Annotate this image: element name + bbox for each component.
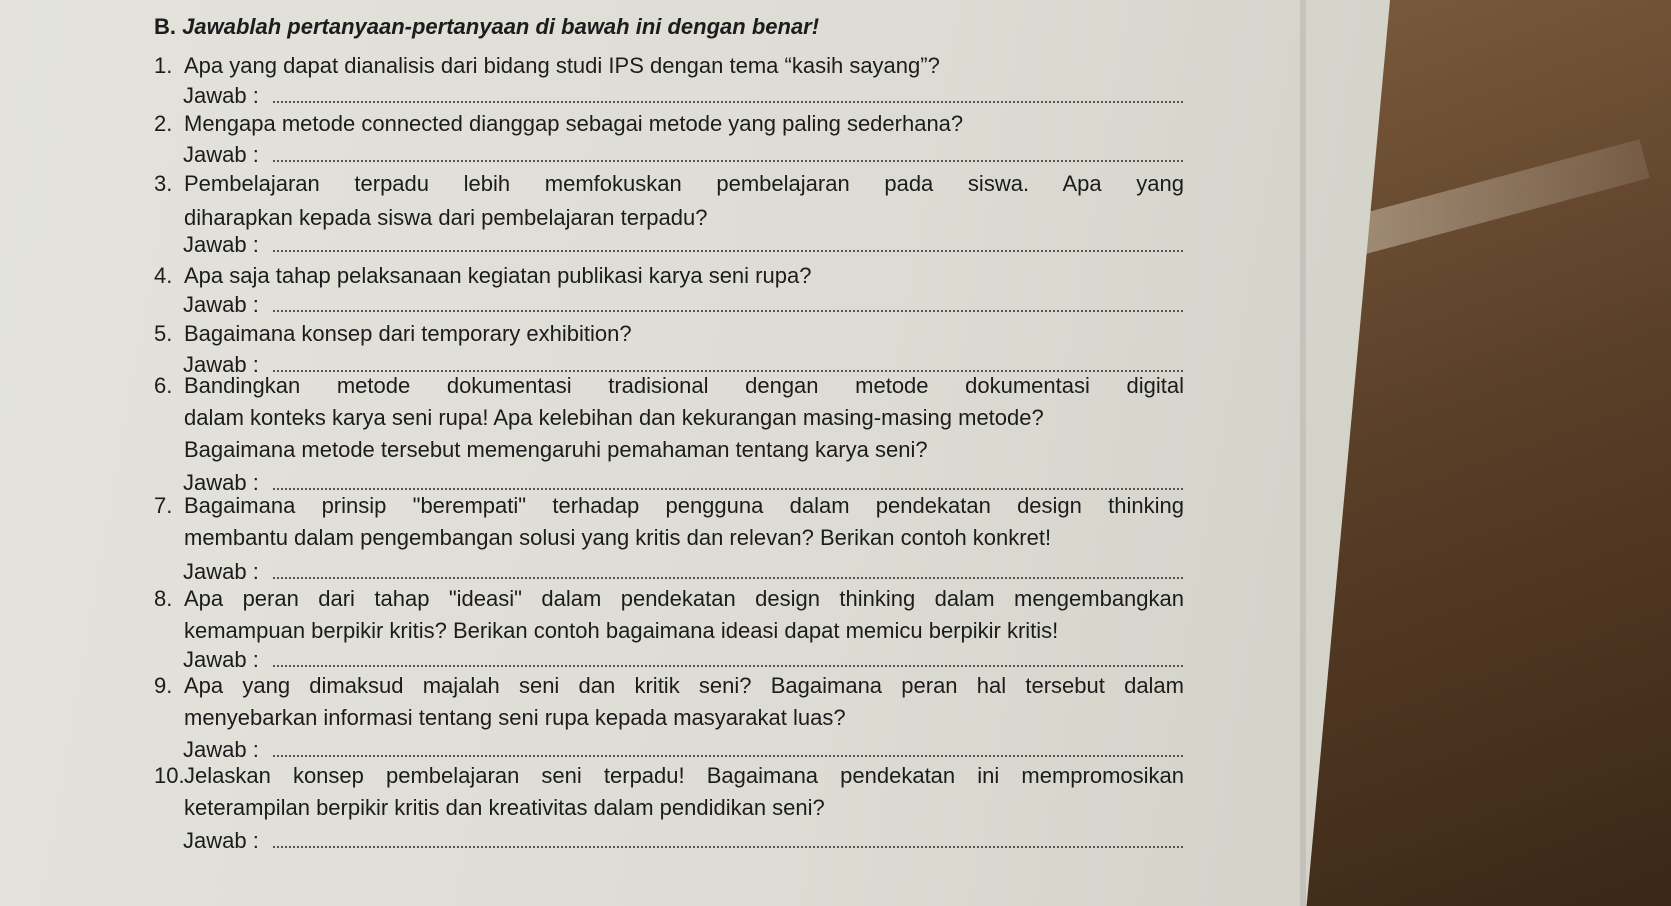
question-number: 10. [154,763,185,788]
question-line: Bagaimana metode tersebut memengaruhi pemahaman tentang karya seni? [184,437,928,462]
question-number: 1. [154,53,173,78]
answer-label: Jawab : [183,292,259,317]
question-text: Apa yang dimaksud majalah seni dan kritik seni? Bagaimana peran hal tersebut dalam [184,673,1184,698]
answer-dots [273,735,1183,757]
answer-label: Jawab : [183,647,259,672]
answer-label: Jawab : [183,83,259,108]
section-letter: B. [154,14,176,39]
question-line: membantu dalam pengembangan solusi yang kritis dan relevan? Berikan contoh konkret! [184,525,1052,550]
question-line: dalam konteks karya seni rupa! Apa kelebihan dan kekurangan masing-masing metode? [184,405,1044,430]
question-text: Bagaimana prinsip "berempati" terhadap pengguna dalam pendekatan design thinking [184,493,1184,518]
question-line: keterampilan berpikir kritis dan kreativitas dalam pendidikan seni? [184,795,825,820]
question-text: Mengapa metode connected dianggap sebagai metode yang paling sederhana? [184,111,964,136]
question-number: 7. [154,493,173,518]
question-2 [154,108,1184,140]
question-line [154,583,1184,615]
answer-label: Jawab : [183,232,259,257]
question-line [154,490,1184,522]
question-number: 9. [154,673,173,698]
answer-dots [273,230,1183,252]
question-text: Bagaimana konsep dari temporary exhibition? [184,321,632,346]
paper-edge-shadow [1300,0,1306,906]
question-1 [154,50,1184,82]
question-line [154,168,1184,200]
question-number: 4. [154,263,173,288]
question-line: kemampuan berpikir kritis? Berikan contoh bagaimana ideasi dapat memicu berpikir kritis! [184,618,1059,643]
question-number: 6. [154,373,173,398]
question-5 [154,318,1184,350]
question-line [154,760,1184,792]
answer-dots [273,140,1183,162]
answer-dots [273,350,1183,372]
question-10 [154,760,1184,824]
answer-dots [273,290,1183,312]
answer-label: Jawab : [183,470,259,495]
answer-label: Jawab : [183,737,259,762]
answer-line-1[interactable] [183,81,1183,111]
question-6 [154,370,1184,466]
answer-dots [273,468,1183,490]
question-number: 8. [154,586,173,611]
answer-dots [273,557,1183,579]
question-line [154,370,1184,402]
question-line: diharapkan kepada siswa dari pembelajaran terpadu? [184,205,708,230]
section-instruction: Jawablah pertanyaan-pertanyaan di bawah ini dengan benar! [182,14,820,39]
question-line: menyebarkan informasi tentang seni rupa kepada masyarakat luas? [184,705,846,730]
answer-label: Jawab : [183,352,259,377]
answer-line-10[interactable] [183,826,1183,856]
question-3 [154,168,1184,234]
answer-dots [273,826,1183,848]
question-9 [154,670,1184,734]
question-text: Apa yang dapat dianalisis dari bidang studi IPS dengan tema “kasih sayang”? [184,53,940,78]
answer-label: Jawab : [183,828,259,853]
question-text: Jelaskan konsep pembelajaran seni terpadu! Bagaimana pendekatan ini mempromosikan [184,763,1184,788]
question-number: 5. [154,321,173,346]
question-line [154,670,1184,702]
answer-label: Jawab : [183,142,259,167]
question-number: 2. [154,111,173,136]
question-text: Bandingkan metode dokumentasi tradisional dengan metode dokumentasi digital [184,373,1184,398]
answer-line-3[interactable] [183,230,1183,260]
question-text: Apa saja tahap pelaksanaan kegiatan publikasi karya seni rupa? [184,263,812,288]
answer-dots [273,645,1183,667]
question-text: Pembelajaran terpadu lebih memfokuskan pembelajaran pada siswa. Apa yang [184,171,1184,196]
answer-line-2[interactable] [183,140,1183,170]
question-8 [154,583,1184,647]
question-7 [154,490,1184,554]
answer-dots [273,81,1183,103]
answer-label: Jawab : [183,559,259,584]
question-text: Apa peran dari tahap "ideasi" dalam pendekatan design thinking dalam mengembangkan [184,586,1184,611]
section-heading [154,14,819,40]
question-4 [154,260,1184,292]
answer-line-4[interactable] [183,290,1183,320]
question-number: 3. [154,171,173,196]
